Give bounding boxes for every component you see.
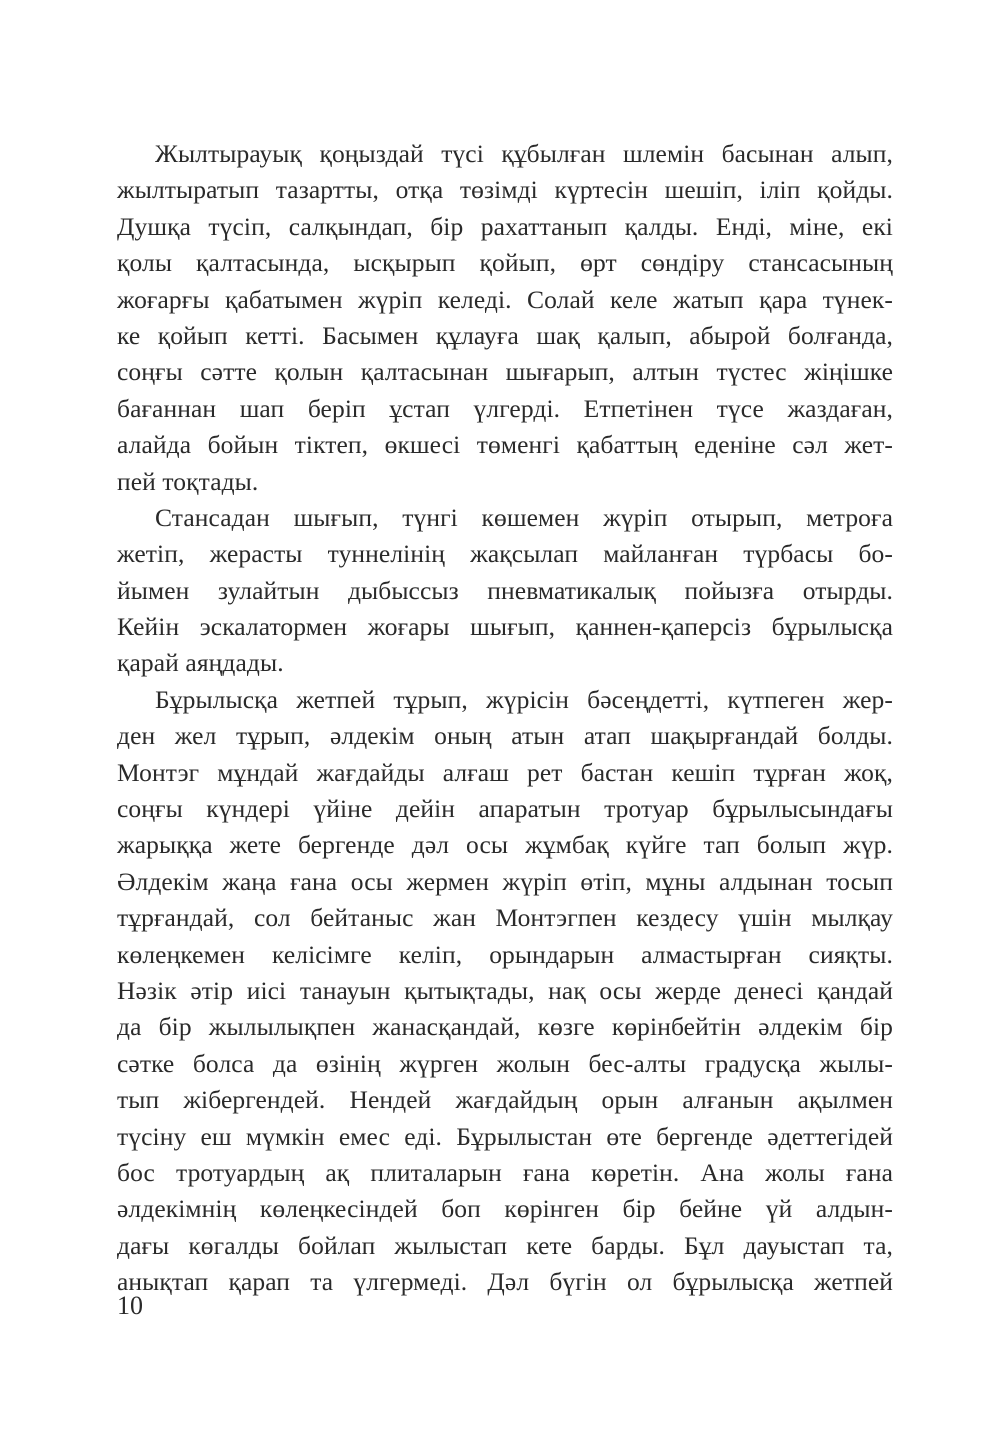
paragraph-1-line-2: жылтыратып тазартты, отқа төзімді күртесін шешіп, іліп қойды.	[117, 175, 893, 205]
paragraph-1-line-8: бағаннан шап беріп ұстап үлгерді. Етпетінен түсе жаздаған,	[117, 393, 893, 423]
paragraph-3-line-15: әлдекімнің көлеңкесіндей боп көрінген бір бейне үй алдын-	[117, 1194, 893, 1224]
paragraph-2-line-2: жетіп, жерасты туннелінің жақсылап майланған түрбасы бо-	[117, 539, 893, 569]
paragraph-3-line-4: соңғы күндері үйіне дейін апаратын тротуар бұрылысындағы	[117, 794, 893, 824]
paragraph-1-line-6: ке қойып кетті. Басымен құлауға шақ қалып, абырой болғанда,	[117, 320, 893, 350]
paragraph-3-line-13: түсіну еш мүмкін емес еді. Бұрылыстан өте бергенде әдеттегідей	[117, 1121, 893, 1151]
paragraph-2-line-1: Стансадан шығып, түнгі көшемен жүріп отырып, метроға	[155, 502, 893, 532]
paragraph-1-line-9: алайда бойын тіктеп, өкшесі төменгі қабаттың еденіне сәл жет-	[117, 430, 893, 460]
paragraph-3-line-10: да бір жылылықпен жанасқандай, көзге көрінбейтін әлдекім бір	[117, 1012, 893, 1042]
paragraph-3-line-8: көлеңкемен келісімге келіп, орындарын алмастырған сияқты.	[117, 939, 893, 969]
paragraph-2-line-4: Кейін эскалатормен жоғары шығып, қаннен-қаперсіз бұрылысқа	[117, 612, 893, 642]
paragraph-3-line-7: тұрғандай, сол бейтаныс жан Монтэгпен кездесу үшін мылқау	[117, 903, 893, 933]
paragraph-1-line-10: пей тоқтады.	[117, 466, 259, 496]
paragraph-3-line-6: Әлдекім жаңа ғана осы жермен жүріп өтіп, мұны алдынан тосып	[117, 866, 893, 896]
paragraph-1-line-5: жоғарғы қабатымен жүріп келеді. Солай келе жатып қара түнек-	[117, 284, 893, 314]
paragraph-1-line-4: қолы қалтасында, ысқырып қойып, өрт сөндіру стансасының	[117, 248, 893, 278]
paragraph-3-line-16: дағы көгалды бойлап жылыстап кете барды. Бұл дауыстап та,	[117, 1230, 893, 1260]
paragraph-3-line-2: ден жел тұрып, әлдекім оның атын атап шақырғандай болды.	[117, 721, 893, 751]
paragraph-3-line-9: Нәзік әтір иісі танауын қытықтады, нақ осы жерде денесі қандай	[117, 975, 893, 1005]
paragraph-3-line-17: анықтап қарап та үлгермеді. Дәл бүгін ол бұрылысқа жетпей	[117, 1267, 893, 1297]
page-number: 10	[117, 1291, 143, 1320]
paragraph-1-line-1: Жылтырауық қоңыздай түсі құбылған шлемін басынан алып,	[155, 139, 893, 168]
paragraph-1-line-7: соңғы сәтте қолын қалтасынан шығарып, алтын түстес жіңішке	[117, 357, 893, 387]
paragraph-3-line-5: жарыққа жете бергенде дәл осы жұмбақ күйге тап болып жүр.	[117, 830, 893, 860]
paragraph-3-line-1: Бұрылысқа жетпей тұрып, жүрісін бәсеңдетті, күтпеген жер-	[155, 684, 893, 714]
paragraph-3-line-11: сәтке болса да өзінің жүрген жолын бес-алты градусқа жылы-	[117, 1048, 893, 1078]
body-text	[117, 136, 893, 1301]
paragraph-1-line-3: Душқа түсіп, салқындап, бір рахаттанып қалды. Енді, міне, екі	[117, 211, 893, 241]
paragraph-3-line-12: тып жібергендей. Нендей жағдайдың орын алғанын ақылмен	[117, 1085, 893, 1115]
paragraph-2-line-3: йымен зулайтын дыбыссыз пневматикалық пойызға отырды.	[117, 575, 893, 605]
paragraph-3-line-3: Монтэг мұндай жағдайды алғаш рет бастан кешіп тұрған жоқ,	[117, 757, 893, 787]
paragraph-2-line-5: қарай аяңдады.	[117, 648, 284, 678]
paragraph-3-line-14: бос тротуардың ақ плиталарын ғана көретін. Ана жолы ғана	[117, 1157, 893, 1187]
